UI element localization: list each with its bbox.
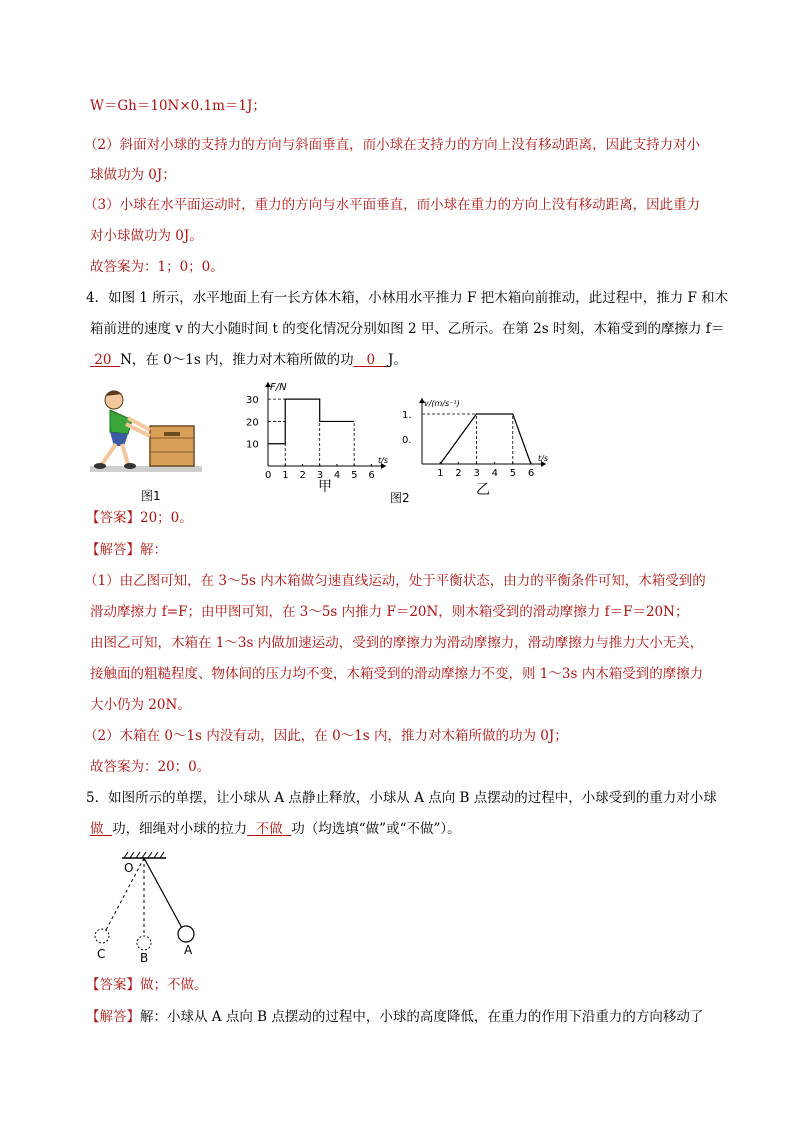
x-tick-label: 5: [509, 468, 517, 479]
y-axis-label: F/N: [270, 382, 287, 393]
force-time-chart: [240, 378, 400, 483]
point-o-label: O: [124, 861, 134, 875]
y-tick-label: 1.: [402, 410, 412, 421]
solution-line: 球做功为 0J；: [90, 167, 176, 183]
x-tick-label: 5: [351, 470, 358, 481]
y-tick-label: 0.: [402, 435, 412, 446]
x-tick-label: 1: [282, 470, 289, 481]
y-tick-label: 10: [246, 439, 259, 451]
analysis-line: （1）由乙图可知，在 3～5s 内木箱做匀速直线运动，处于平衡状态，由力的平衡条件可知，木箱受到的: [84, 573, 706, 589]
analysis-line: （2）木箱在 0～1s 内没有动，因此，在 0～1s 内，推力对木箱所做的功为 0J；: [84, 728, 568, 744]
x-axis-label: t/s: [538, 454, 548, 463]
analysis-line: 接触面的粗糙程度、物体间的压力均不变，木箱受到的滑动摩擦力不变，则 1～3s 内木箱受到的摩擦力: [90, 666, 704, 682]
figure-1-caption: 图1: [141, 489, 161, 503]
question-5-stem: 5．如图所示的单摆，让小球从 A 点静止释放，小球从 A 点向 B 点摆动的过程中，小球受到的重力对小球: [86, 790, 717, 806]
answer-blank: 0: [366, 352, 376, 368]
point-a-label: A: [184, 943, 193, 957]
x-tick-label: 0: [265, 470, 272, 481]
answer-blank: 做: [90, 821, 104, 837]
x-tick-label: 4: [491, 468, 498, 479]
question-4-stem: 箱前进的速度 v 的大小随时间 t 的变化情况分别如图 2 甲、乙所示。在第 2s 时刻，木箱受到的摩擦力 f＝: [90, 321, 725, 337]
point-b-label: B: [140, 951, 149, 965]
point-c-label: C: [97, 947, 106, 961]
x-tick-label: 6: [527, 468, 535, 479]
x-tick-label: 1: [437, 468, 444, 479]
answer-blank: 20: [94, 352, 112, 368]
velocity-time-chart: [398, 378, 558, 483]
final-answer: 故答案为：1；0；0。: [90, 259, 224, 275]
answer-blank: 不做: [255, 821, 283, 837]
figure-1-person-pushing-box: [88, 380, 208, 480]
question-4-stem: 4．如图 1 所示，水平地面上有一长方体木箱，小林用水平推力 F 把木箱向前推动，此过程中，推力 F 和木: [86, 290, 729, 306]
y-tick-label: 20: [246, 417, 259, 429]
x-tick-label: 4: [333, 470, 341, 481]
figure-2-caption: 图2: [390, 491, 410, 505]
answer-line: 【答案】20；0。: [86, 510, 193, 526]
x-tick-label: 3: [316, 470, 324, 481]
solution-line: （3）小球在水平面运动时，重力的方向与水平面垂直，而小球在重力的方向上没有移动距离，因此重力: [84, 197, 701, 213]
chart-yi-label: 乙: [476, 482, 490, 498]
y-tick-label: 30: [246, 395, 259, 407]
analysis-line: 滑动摩擦力 f=F；由甲图可知，在 3～5s 内推力 F＝20N，则木箱受到的滑动摩擦力 f＝F＝20N；: [90, 604, 689, 620]
final-answer: 故答案为：20；0。: [90, 759, 211, 775]
x-tick-label: 3: [473, 468, 480, 479]
answer-line: 【答案】做；不做。: [86, 977, 208, 993]
analysis-line: 大小仍为 20N。: [90, 697, 191, 713]
solution-line: 对小球做功为 0J。: [90, 228, 203, 244]
x-axis-label: t/s: [378, 456, 388, 465]
analysis-heading: 【解答】解：: [86, 542, 167, 558]
analysis-line: 【解答】解：小球从 A 点向 B 点摆动的过程中，小球的高度降低，在重力的作用下沿重力的方向移动了: [86, 1009, 704, 1025]
question-5-stem: 做 功，细绳对小球的拉力 不做 功（均选填“做”或“不做”）。: [90, 821, 461, 837]
question-4-stem: 20 N，在 0～1s 内，推力对木箱所做的功 0 J。: [90, 350, 407, 370]
x-tick-label: 2: [299, 470, 306, 481]
analysis-line: 由图乙可知，木箱在 1～3s 内做加速运动，受到的摩擦力为滑动摩擦力，滑动摩擦力与推力大小无关，: [90, 635, 704, 651]
solution-line: W＝Gh＝10N×0.1m＝1J；: [90, 98, 266, 114]
pendulum-diagram: [88, 846, 208, 966]
y-axis-label: v/(m/s⁻¹): [424, 399, 460, 408]
x-tick-label: 6: [368, 470, 375, 481]
chart-jia-label: 甲: [318, 479, 332, 495]
x-tick-label: 2: [455, 468, 462, 479]
series-line: [440, 414, 531, 464]
solution-line: （2）斜面对小球的支持力的方向与斜面垂直，而小球在支持力的方向上没有移动距离，因此支持力对小: [84, 137, 701, 153]
